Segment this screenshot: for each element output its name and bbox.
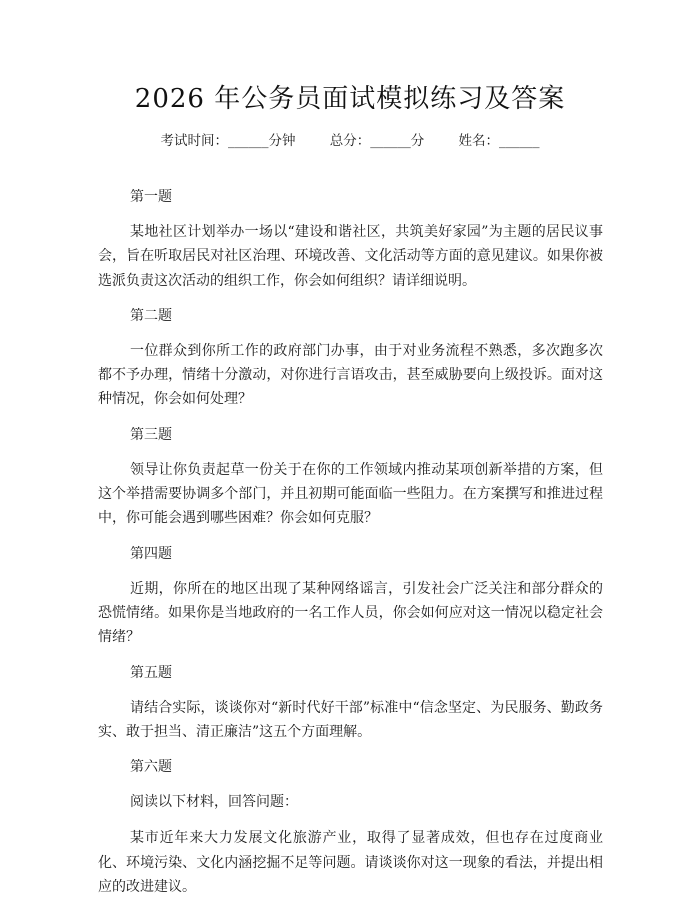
question-2 xyxy=(98,305,603,412)
exam-time-field: 考试时间：______分钟 xyxy=(160,133,296,149)
question-heading: 第六题 xyxy=(130,759,172,776)
question-text: 近期，你所在的地区出现了某种网络谣言，引发社会广泛关注和部分群众的恐慌情绪。如果你是当地政府的一名工作人员，你会如何应对这一情况以稳定社会情绪？ xyxy=(98,580,603,646)
question-text: 某市近年来大力发展文化旅游产业，取得了显著成效，但也存在过度商业化、环境污染、文化内涵挖掘不足等问题。请谈谈你对这一现象的看法，并提出相应的改进建议。 xyxy=(98,830,603,896)
page-title: 2026 年公务员面试模拟练习及答案 xyxy=(134,84,566,114)
questions-list xyxy=(98,186,603,911)
question-text: 领导让你负责起草一份关于在你的工作领域内推动某项创新举措的方案，但这个举措需要协调多个部门，并且初期可能面临一些阻力。在方案撰写和推进过程中，你可能会遇到哪些困难？你会如何克服？ xyxy=(98,461,603,527)
question-6 xyxy=(98,756,603,899)
total-score-field: 总分：______分 xyxy=(329,133,425,149)
question-heading: 第三题 xyxy=(130,426,172,443)
question-text: 请结合实际，谈谈你对“新时代好干部”标准中“信念坚定、为民服务、勤政务实、敢于担当、清正廉洁”这五个方面理解。 xyxy=(98,699,603,740)
question-heading: 第一题 xyxy=(130,189,172,205)
question-heading: 第四题 xyxy=(130,545,172,562)
question-1 xyxy=(98,186,603,293)
question-4 xyxy=(98,543,603,650)
question-heading: 第五题 xyxy=(130,664,172,681)
exam-meta xyxy=(0,131,700,151)
question-text: 一位群众到你所工作的政府部门办事，由于对业务流程不熟悉，多次跑多次都不予办理，情绪十分激动，对你进行言语攻击，甚至威胁要向上级投诉。面对这种情况，你会如何处理？ xyxy=(98,342,603,408)
question-heading: 第二题 xyxy=(130,307,172,324)
question-3 xyxy=(98,424,603,531)
name-field: 姓名：______ xyxy=(458,133,540,149)
question-5 xyxy=(98,662,603,745)
question-text: 某地社区计划举办一场以“建设和谐社区，共筑美好家园”为主题的居民议事会，旨在听取居民对社区治理、环境改善、文化活动等方面的意见建议。如果你被选派负责这次活动的组织工作，你会如何组织？请详细说明。 xyxy=(98,224,603,289)
question-instruction: 阅读以下材料，回答问题： xyxy=(130,794,298,811)
